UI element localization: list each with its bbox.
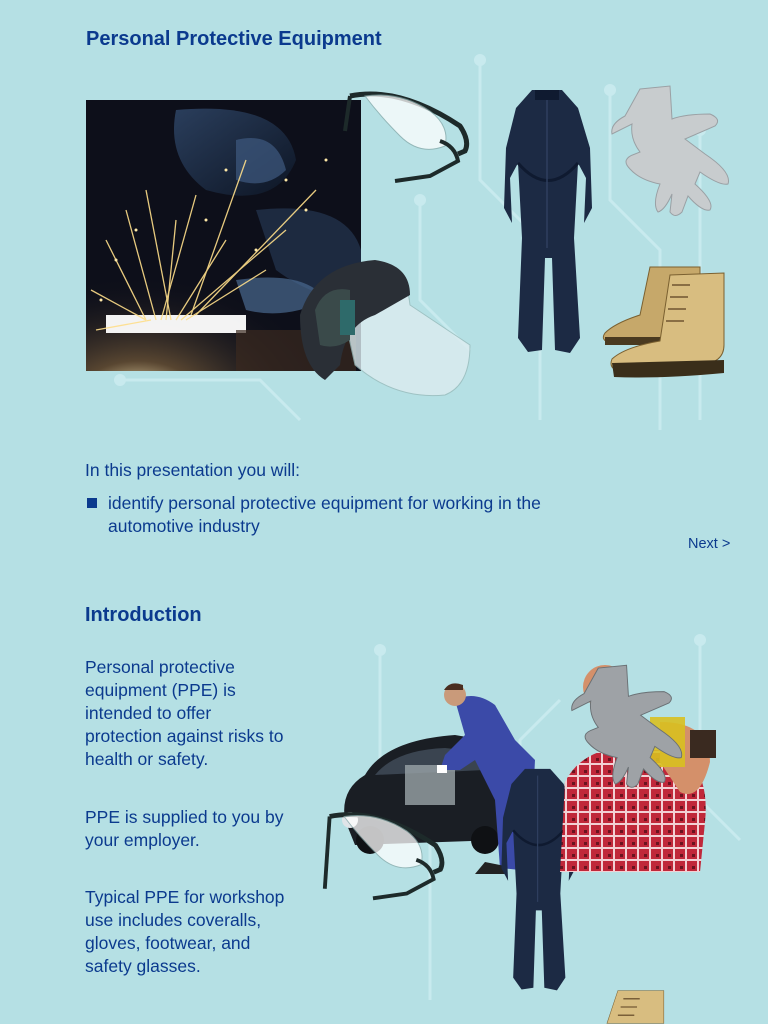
intro-text: In this presentation you will: <box>85 460 300 480</box>
paragraph-ppe-supplied: PPE is supplied to you by your employer. <box>85 807 284 850</box>
work-boots-icon <box>600 265 728 380</box>
safety-glasses-icon <box>320 805 450 905</box>
face-shield-icon <box>295 255 475 400</box>
bullet-text: identify personal protective equipment for working in the automotive industry <box>108 493 541 536</box>
bullet-square-icon <box>87 498 97 508</box>
paragraph-typical-ppe: Typical PPE for workshop use includes coveralls, gloves, footwear, and safety glasses. <box>85 887 285 976</box>
safety-glasses-icon <box>340 86 475 186</box>
slide1-title: Personal Protective Equipment <box>86 28 382 50</box>
glove-icon <box>610 84 732 219</box>
slide2-title: Introduction <box>85 604 202 626</box>
list-item <box>85 492 605 538</box>
coverall-icon <box>500 88 595 356</box>
paragraph-ppe-definition: Personal protective equipment (PPE) is intended to offer protection against risks to health or safety. <box>85 657 284 769</box>
work-boots-icon <box>596 990 666 1024</box>
next-button[interactable]: Next > <box>688 536 731 552</box>
glove-icon <box>570 662 685 792</box>
